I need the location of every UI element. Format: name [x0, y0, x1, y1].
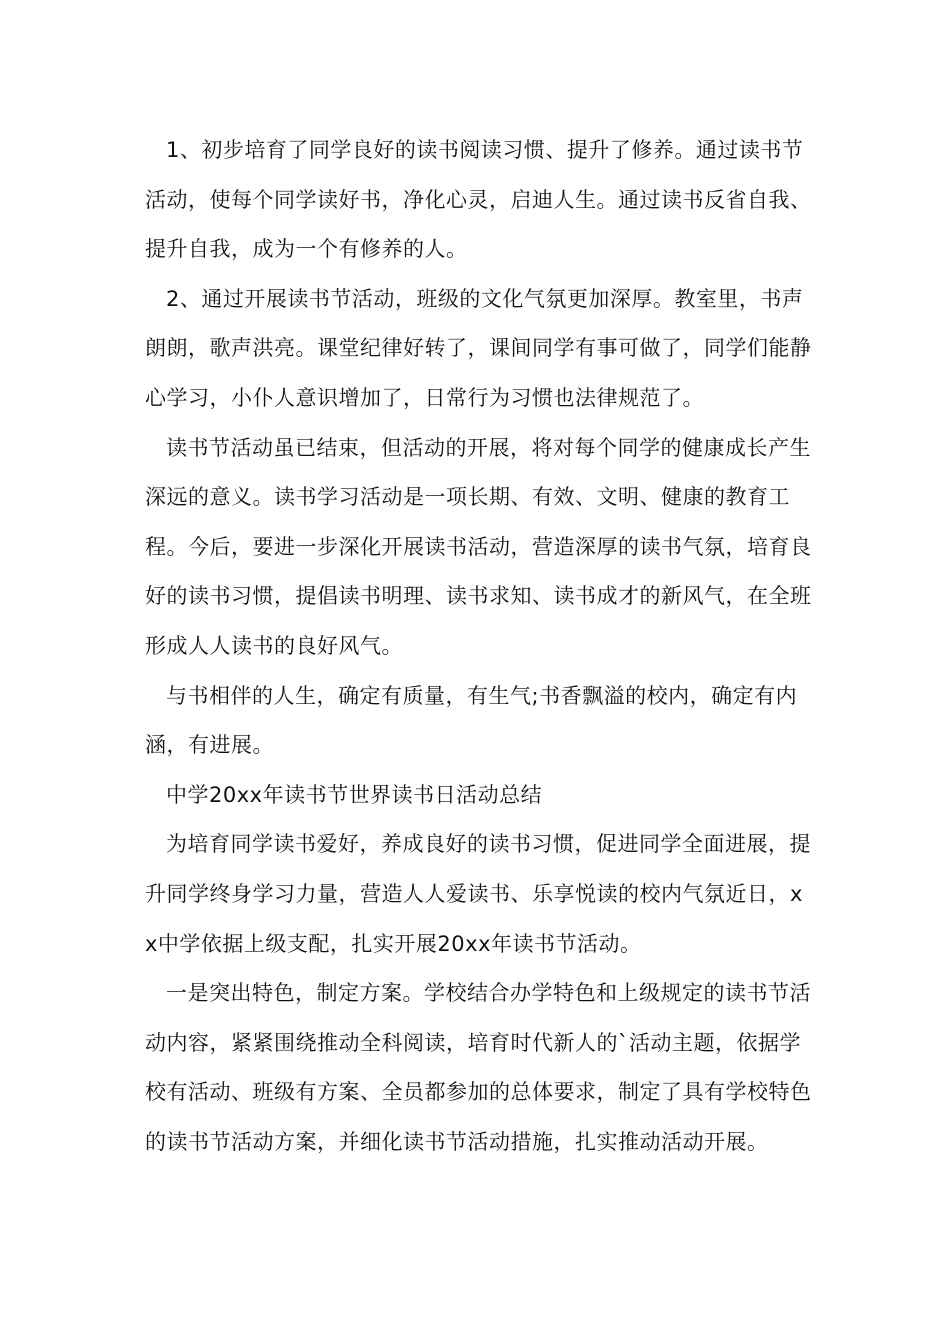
document-body	[145, 126, 813, 1167]
paragraph-5: 为培育同学读书爱好，养成良好的读书习惯，促进同学全面进展，提升同学终身学习力量，营造人人爱读书、乐享悦读的校内气氛近日，xx中学依据上级支配，扎实开展20xx年读书节活动。	[145, 832, 811, 956]
paragraph-3: 读书节活动虽已结束，但活动的开展，将对每个同学的健康成长产生深远的意义。读书学习活动是一项长期、有效、文明、健康的教育工程。今后，要进一步深化开展读书活动，营造深厚的读书气氛，培育良好的读书习惯，提倡读书明理、读书求知、读书成才的新风气，在全班形成人人读书的良好风气。	[145, 435, 812, 658]
paragraph-6: 一是突出特色，制定方案。学校结合办学特色和上级规定的读书节活动内容，紧紧围绕推动全科阅读，培育时代新人的`活动主题，依据学校有活动、班级有方案、全员都参加的总体要求，制定了具有学校特色的读书节活动方案，并细化读书节活动措施，扎实推动活动开展。	[145, 981, 812, 1154]
paragraph-2: 2、通过开展读书节活动，班级的文化气氛更加深厚。教室里，书声朗朗，歌声洪亮。课堂纪律好转了，课间同学有事可做了，同学们能静心学习，小仆人意识增加了，日常行为习惯也法律规范了。	[145, 286, 812, 410]
paragraph-4: 与书相伴的人生，确定有质量，有生气;书香飘溢的校内，确定有内涵，有进展。	[145, 683, 798, 758]
paragraph-1: 1、初步培育了同学良好的读书阅读习惯、提升了修养。通过读书节活动，使每个同学读好书，净化心灵，启迪人生。通过读书反省自我、提升自我，成为一个有修养的人。	[145, 138, 812, 262]
section-title: 中学20xx年读书节世界读书日活动总结	[166, 782, 543, 807]
